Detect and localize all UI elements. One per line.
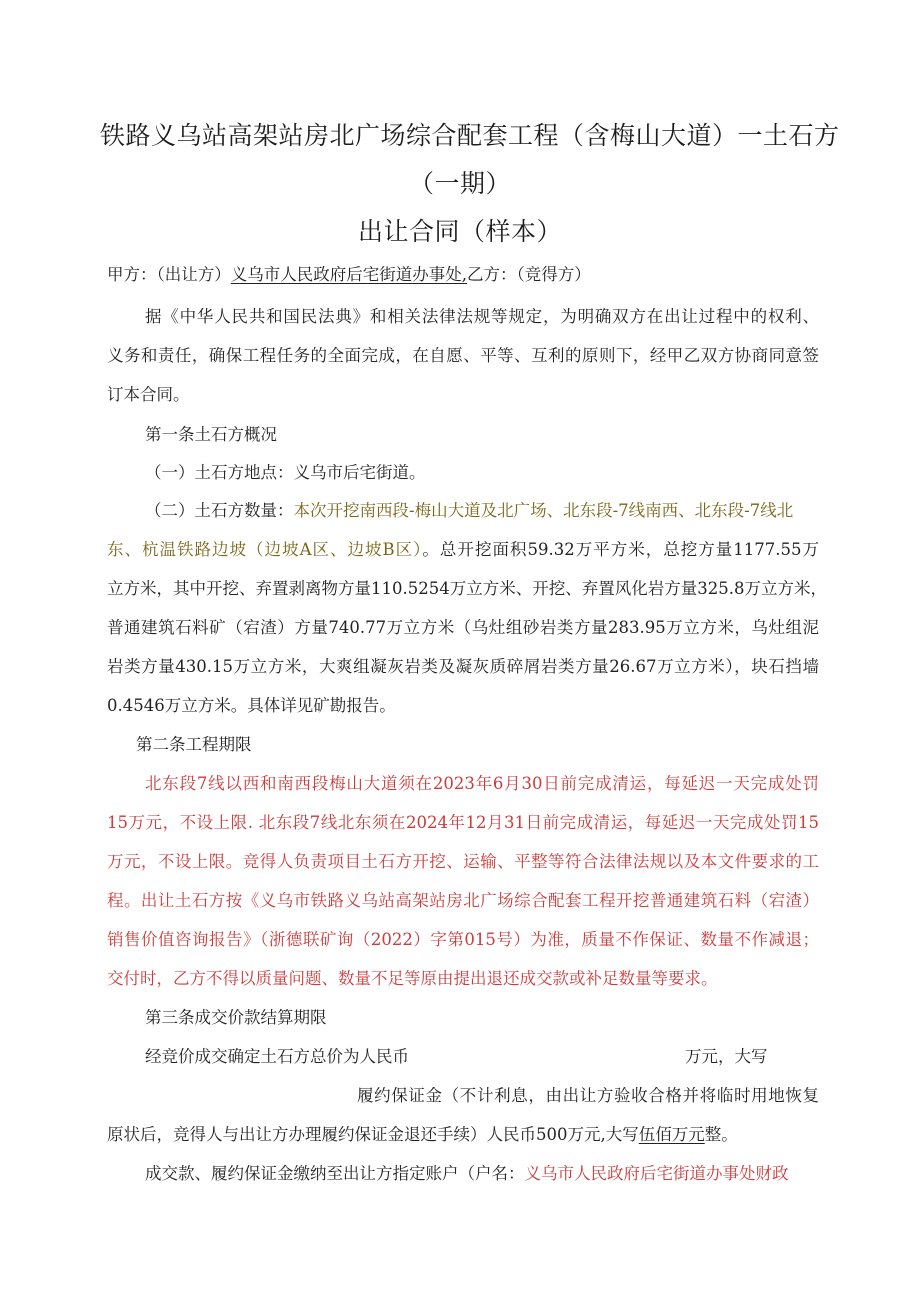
party-b-label: 乙方：（竞得方） <box>467 265 591 284</box>
quantity-total: 。总开挖面积59.32万平方米，总挖方量1177.55万 <box>422 540 820 559</box>
document-title-line-1: 铁路义乌站高架站房北广场综合配套工程（含梅山大道）一土石方 <box>100 121 840 150</box>
article-1-heading: 第一条土石方概况 <box>145 425 277 444</box>
account-line <box>145 1163 789 1185</box>
article-2-line-6: 交付时，乙方不得以质量问题、数量不足等原由提出退还成交款或补足数量等要求。 <box>107 969 718 988</box>
deposit-amount-chinese: 伍佰万元 <box>638 1125 705 1144</box>
deposit-line-2 <box>107 1124 738 1146</box>
party-a-label: 甲方：（出让方） <box>107 265 231 284</box>
article-2-line-1: 北东段7线以西和南西段梅山大道须在2023年6月30日前完成清运，每延迟一天完成处罚 <box>145 774 819 793</box>
article-2-line-2: 15万元，不设上限. 北东段7线北东须在2024年12月31日前完成清运，每延迟一天完成处罚15 <box>107 813 819 832</box>
deposit-suffix: 整。 <box>704 1125 738 1144</box>
document-title-line-2: （一期） <box>408 169 511 198</box>
quantity-scope-continued: 东、杭温铁路边坡（边坡A区、边坡B区） <box>107 540 423 559</box>
document-title-line-3: 出让合同（样本） <box>357 217 562 246</box>
article-1-quantity-line-6: 0.4546万立方米。具体详见矿勘报告。 <box>107 696 396 715</box>
article-1-quantity-line-2 <box>107 539 819 561</box>
article-1-location: （一）土石方地点：义乌市后宅街道。 <box>145 463 426 482</box>
quantity-scope-text: 本次开挖南西段-梅山大道及北广场、北东段-7线南西、北东段-7线北 <box>293 501 794 520</box>
price-prefix: 经竞价成交确定土石方总价为人民币 <box>145 1047 409 1066</box>
article-2-line-3: 万元，不设上限。竞得人负责项目土石方开挖、运输、平整等符合法律法规以及本文件要求的工 <box>107 852 819 871</box>
quantity-label: （二）土石方数量： <box>145 501 294 520</box>
party-a-name: 义乌市人民政府后宅街道办事处, <box>230 265 467 284</box>
deposit-line-1: 履约保证金（不计利息，由出让方验收合格并将临时用地恢复 <box>357 1086 819 1105</box>
article-2-heading: 第二条工程期限 <box>136 735 252 754</box>
price-unit: 万元，大写 <box>685 1047 768 1066</box>
article-1-quantity-line-3: 立方米，其中开挖、弃置剥离物方量110.5254万立方米、开挖、弃置风化岩方量325.8万立方米， <box>107 579 827 598</box>
article-1-quantity-line-4: 普通建筑石料矿（宕渣）方量740.77万立方米（乌灶组砂岩类方量283.95万立方米，乌灶组泥 <box>107 618 819 637</box>
account-name: 义乌市人民政府后宅街道办事处财政 <box>524 1164 789 1183</box>
intro-line-3: 订本合同。 <box>107 385 190 404</box>
article-2-line-5: 销售价值咨询报告》（浙德联矿询（2022）字第015号）为准，质量不作保证、数量不作减退； <box>107 930 819 949</box>
account-prefix: 成交款、履约保证金缴纳至出让方指定账户（户名： <box>145 1164 525 1183</box>
intro-line-1: 据《中华人民共和国民法典》和相关法律法规等规定，为明确双方在出让过程中的权利、 <box>145 307 819 326</box>
deposit-text: 原状后，竞得人与出让方办理履约保证金退还手续）人民币500万元,大写 <box>107 1125 639 1144</box>
article-2-line-4: 程。出让土石方按《义乌市铁路义乌站高架站房北广场综合配套工程开挖普通建筑石料（宕渣） <box>107 891 819 910</box>
article-1-quantity-line-1 <box>145 500 819 522</box>
intro-line-2: 义务和责任，确保工程任务的全面完成，在自愿、平等、互利的原则下，经甲乙双方协商同意签 <box>107 346 819 365</box>
parties-line <box>107 264 591 286</box>
article-3-heading: 第三条成交价款结算期限 <box>145 1008 327 1027</box>
article-1-quantity-line-5: 岩类方量430.15万立方米，大爽组凝灰岩类及凝灰质碎屑岩类方量26.67万立方米），块石挡墙 <box>107 657 819 676</box>
